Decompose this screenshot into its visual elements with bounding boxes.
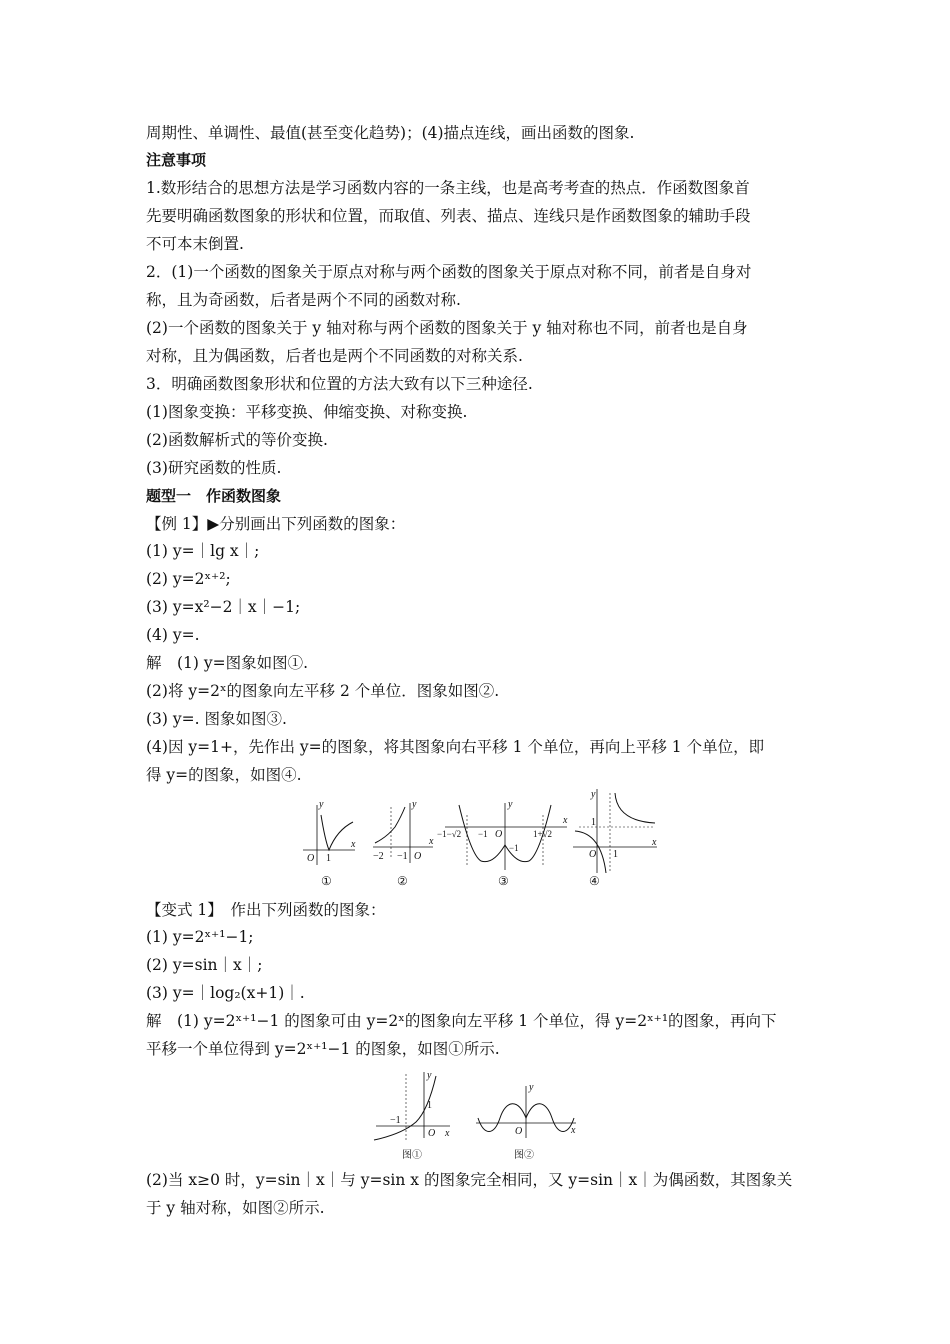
- tick-label: −1: [478, 829, 488, 839]
- variant1-figures: [372, 1068, 582, 1163]
- text-line: 解 (1) y=图象如图①.: [146, 654, 309, 672]
- tick-label: −2: [373, 851, 384, 862]
- text-line: 于 y 轴对称，如图②所示.: [146, 1199, 325, 1217]
- text-line: (1) y=2ˣ⁺¹−1;: [146, 928, 254, 946]
- axis-label: y: [529, 1082, 534, 1093]
- text-line: (2)一个函数的图象关于 y 轴对称与两个函数的图象关于 y 轴对称也不同，前者也是自身: [146, 319, 748, 337]
- text-line: 解 (1) y=2ˣ⁺¹−1 的图象可由 y=2ˣ的图象向左平移 1 个单位，得 y=2ˣ⁺¹的图象，再向下: [146, 1012, 777, 1030]
- text-line: (1) y=｜lg x｜;: [146, 542, 260, 560]
- graph-1: [303, 799, 356, 888]
- axis-label: y: [319, 799, 324, 810]
- text-line: (3) y=｜log₂(x+1)｜.: [146, 984, 305, 1002]
- text-line: 不可本末倒置.: [146, 235, 244, 253]
- text-line: (2) y=sin｜x｜;: [146, 956, 263, 974]
- figure-caption: ②: [397, 874, 408, 888]
- axis-label: x: [571, 1125, 576, 1136]
- origin-label: O: [495, 829, 503, 840]
- tick-label: −1: [390, 1115, 401, 1126]
- axis-label: y: [412, 799, 417, 810]
- tick-label: −1: [397, 851, 408, 862]
- figure-caption: 图①: [402, 1150, 422, 1161]
- tick-label: 1+√2: [533, 829, 553, 839]
- text-line: 1.数形结合的思想方法是学习函数内容的一条主线，也是高考考查的热点．作函数图象首: [146, 179, 750, 197]
- origin-label: O: [515, 1126, 523, 1137]
- text-line: (2)函数解析式的等价变换.: [146, 431, 328, 449]
- text-line: (3) y=x²−2｜x｜−1;: [146, 598, 301, 616]
- axis-label: y: [427, 1070, 432, 1081]
- axis-label: x: [652, 837, 657, 848]
- text-line: (2)将 y=2ˣ的图象向左平移 2 个单位．图象如图②.: [146, 682, 500, 700]
- example-heading: 【变式 1】 作出下列函数的图象：: [146, 901, 386, 919]
- figure-caption: ③: [498, 874, 509, 888]
- axis-label: x: [351, 839, 356, 850]
- tick-label: 1: [591, 817, 596, 828]
- axis-label: y: [591, 789, 596, 800]
- text-line: (1)图象变换：平移变换、伸缩变换、对称变换.: [146, 403, 468, 421]
- origin-label: O: [414, 851, 422, 862]
- text-line: 得 y=的图象，如图④.: [146, 766, 302, 784]
- text-line: 周期性、单调性、最值(甚至变化趋势)；(4)描点连线，画出函数的图象.: [146, 124, 635, 142]
- figure-caption: 图②: [514, 1150, 534, 1161]
- axis-label: y: [508, 799, 513, 810]
- section-heading: 题型一 作函数图象: [146, 487, 282, 505]
- graph-2: [373, 799, 434, 888]
- tick-label: −1: [509, 843, 519, 853]
- text-line: (3)研究函数的性质.: [146, 459, 282, 477]
- example1-figures: [295, 785, 665, 890]
- graph-3: [437, 799, 568, 888]
- figure-caption: ④: [589, 874, 600, 888]
- text-line: 先要明确函数图象的形状和位置，而取值、列表、描点、连线只是作函数图象的辅助手段: [146, 207, 751, 225]
- text-line: (4)因 y=1+，先作出 y=的图象，将其图象向右平移 1 个单位，再向上平移 1 个单位，即: [146, 738, 765, 756]
- graph-b: [476, 1082, 576, 1161]
- origin-label: O: [307, 853, 315, 864]
- text-line: 2．(1)一个函数的图象关于原点对称与两个函数的图象关于原点对称不同，前者是自身对: [146, 263, 752, 281]
- axis-label: x: [563, 815, 568, 826]
- axis-label: x: [445, 1128, 450, 1139]
- origin-label: O: [589, 849, 597, 860]
- tick-label: 1: [427, 1100, 432, 1111]
- tick-label: 1: [326, 853, 331, 864]
- example-heading: 【例 1】▶分别画出下列函数的图象：: [146, 515, 406, 533]
- text-line: (2) y=2ˣ⁺²;: [146, 570, 231, 588]
- text-line: 对称，且为偶函数，后者也是两个不同函数的对称关系.: [146, 347, 523, 365]
- tick-label: −1−√2: [437, 829, 462, 839]
- figure-caption: ①: [321, 874, 332, 888]
- origin-label: O: [428, 1128, 436, 1139]
- tick-label: 1: [613, 849, 618, 860]
- section-heading: 注意事项: [146, 151, 207, 169]
- text-line: (3) y=. 图象如图③.: [146, 710, 287, 728]
- text-line: 称，且为奇函数，后者是两个不同的函数对称.: [146, 291, 461, 309]
- text-line: (4) y=.: [146, 626, 200, 644]
- axis-label: x: [429, 836, 434, 847]
- text-line: 3．明确函数图象形状和位置的方法大致有以下三种途径.: [146, 375, 533, 393]
- graph-4: [573, 789, 657, 888]
- text-line: 平移一个单位得到 y=2ˣ⁺¹−1 的图象，如图①所示.: [146, 1040, 500, 1058]
- graph-a: [374, 1070, 450, 1161]
- text-line: (2)当 x≥0 时，y=sin｜x｜与 y=sin x 的图象完全相同，又 y=sin｜x｜为偶函数，其图象关: [146, 1171, 793, 1189]
